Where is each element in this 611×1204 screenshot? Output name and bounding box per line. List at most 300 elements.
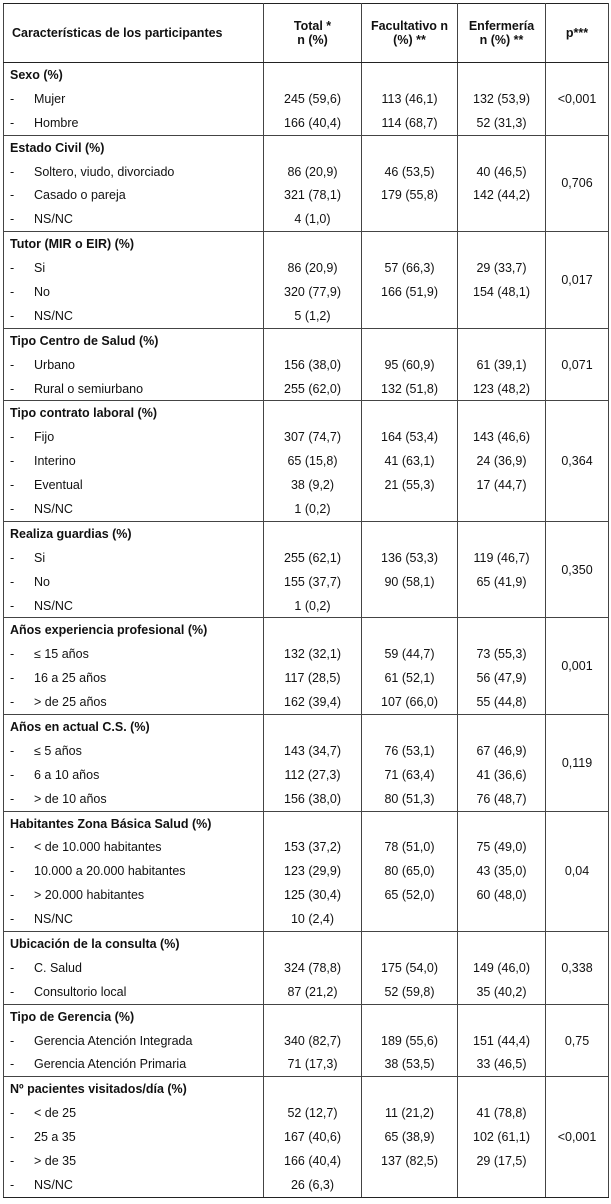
empty-cell [362,521,458,545]
row-label: Si [34,261,46,276]
row-label-cell [4,666,264,690]
row-label-cell [4,111,264,135]
row-label-cell [4,907,264,931]
enfermeria-cell: 35 (40,2) [458,980,546,1004]
total-cell: 52 (12,7) [264,1101,362,1125]
facultativo-cell: 132 (51,8) [362,377,458,401]
facultativo-cell [362,594,458,618]
total-cell: 255 (62,1) [264,546,362,570]
list-dash: - [10,381,15,396]
list-dash: - [10,164,15,179]
total-cell: 87 (21,2) [264,980,362,1004]
row-label: Interino [34,454,76,469]
section-header-row [4,715,609,739]
facultativo-cell: 80 (51,3) [362,787,458,811]
list-dash: - [10,984,15,999]
enfermeria-cell: 151 (44,4) [458,1029,546,1053]
row-label-cell [4,377,264,401]
facultativo-cell: 179 (55,8) [362,183,458,207]
row-label-cell [4,497,264,521]
empty-cell [264,1004,362,1028]
empty-cell [362,932,458,956]
table-row [4,377,609,401]
table-row [4,473,609,497]
facultativo-cell: 65 (52,0) [362,883,458,907]
facultativo-cell [362,304,458,328]
empty-cell [362,811,458,835]
facultativo-cell: 137 (82,5) [362,1149,458,1173]
empty-cell [362,1004,458,1028]
enfermeria-cell [458,304,546,328]
p-value-cell: 0,350 [546,521,609,618]
row-label-cell [4,883,264,907]
list-dash: - [10,212,15,227]
table-row [4,449,609,473]
empty-cell [264,401,362,425]
enfermeria-cell: 76 (48,7) [458,787,546,811]
section-title: Años experiencia profesional (%) [4,618,264,642]
table-row [4,256,609,280]
row-label-cell [4,956,264,980]
enfermeria-cell: 73 (55,3) [458,642,546,666]
table-row [4,1053,609,1077]
list-dash: - [10,357,15,372]
p-value-cell: 0,706 [546,135,609,232]
list-dash: - [10,1033,15,1048]
table-row [4,739,609,763]
enfermeria-cell [458,1173,546,1197]
row-label-cell [4,787,264,811]
p-value-cell: 0,364 [546,401,609,521]
enfermeria-cell [458,497,546,521]
row-label: 16 a 25 años [34,671,107,686]
total-cell: 65 (15,8) [264,449,362,473]
row-label: 6 a 10 años [34,767,100,782]
list-dash: - [10,454,15,469]
section-title: Ubicación de la consulta (%) [4,932,264,956]
table-row [4,594,609,618]
facultativo-cell: 189 (55,6) [362,1029,458,1053]
list-dash: - [10,671,15,686]
list-dash: - [10,598,15,613]
table-row [4,1125,609,1149]
list-dash: - [10,550,15,565]
list-dash: - [10,767,15,782]
row-label: C. Salud [34,960,82,975]
enfermeria-cell: 123 (48,2) [458,377,546,401]
list-dash: - [10,695,15,710]
header-p-value: p*** [546,4,609,63]
total-cell: 132 (32,1) [264,642,362,666]
total-cell: 125 (30,4) [264,883,362,907]
total-cell: 1 (0,2) [264,594,362,618]
facultativo-cell: 57 (66,3) [362,256,458,280]
row-label-cell [4,739,264,763]
enfermeria-cell: 60 (48,0) [458,883,546,907]
total-cell: 10 (2,4) [264,907,362,931]
list-dash: - [10,840,15,855]
table-row [4,859,609,883]
row-label: NS/NC [34,501,73,516]
facultativo-cell: 61 (52,1) [362,666,458,690]
enfermeria-cell [458,907,546,931]
list-dash: - [10,308,15,323]
list-dash: - [10,574,15,589]
row-label-cell [4,763,264,787]
empty-cell [264,1077,362,1101]
row-label: Si [34,550,46,565]
facultativo-cell: 80 (65,0) [362,859,458,883]
empty-cell [458,932,546,956]
header-row [4,4,609,63]
row-label-cell [4,1125,264,1149]
empty-cell [458,1004,546,1028]
row-label: NS/NC [34,1177,73,1192]
enfermeria-cell: 43 (35,0) [458,859,546,883]
facultativo-cell: 52 (59,8) [362,980,458,1004]
row-label: Mujer [34,91,66,106]
enfermeria-cell: 102 (61,1) [458,1125,546,1149]
list-dash: - [10,91,15,106]
row-label: Gerencia Atención Primaria [34,1057,187,1072]
total-cell: 143 (34,7) [264,739,362,763]
facultativo-cell [362,207,458,231]
section-title: Nº pacientes visitados/día (%) [4,1077,264,1101]
row-label: Eventual [34,478,83,493]
table-row [4,690,609,714]
row-label: Urbano [34,357,75,372]
p-value-cell: 0,017 [546,232,609,329]
section-header-row [4,1004,609,1028]
total-cell: 123 (29,9) [264,859,362,883]
row-label: Consultorio local [34,984,127,999]
empty-cell [362,232,458,256]
row-label-cell [4,87,264,111]
empty-cell [458,521,546,545]
total-cell: 117 (28,5) [264,666,362,690]
section-title: Tutor (MIR o EIR) (%) [4,232,264,256]
empty-cell [264,932,362,956]
p-value-cell: 0,001 [546,618,609,715]
table-row [4,883,609,907]
row-label-cell [4,353,264,377]
facultativo-cell: 113 (46,1) [362,87,458,111]
row-label-cell [4,449,264,473]
row-label-cell [4,207,264,231]
section-title: Tipo de Gerencia (%) [4,1004,264,1028]
total-cell: 153 (37,2) [264,836,362,860]
total-cell: 307 (74,7) [264,425,362,449]
header-enfermeria: Enfermería n (%) ** [458,4,546,63]
total-cell: 245 (59,6) [264,87,362,111]
enfermeria-cell: 52 (31,3) [458,111,546,135]
total-cell: 321 (78,1) [264,183,362,207]
facultativo-cell: 78 (51,0) [362,836,458,860]
total-cell: 112 (27,3) [264,763,362,787]
row-label-cell [4,836,264,860]
table-row [4,111,609,135]
enfermeria-cell: 40 (46,5) [458,160,546,184]
facultativo-cell: 71 (63,4) [362,763,458,787]
table-row [4,1149,609,1173]
p-value-cell: 0,75 [546,1004,609,1077]
empty-cell [458,401,546,425]
table-row [4,980,609,1004]
facultativo-cell: 59 (44,7) [362,642,458,666]
row-label: < de 25 [34,1106,77,1121]
section-title: Habitantes Zona Básica Salud (%) [4,811,264,835]
section-title: Tipo contrato laboral (%) [4,401,264,425]
enfermeria-cell: 142 (44,2) [458,183,546,207]
total-cell: 166 (40,4) [264,111,362,135]
row-label: > 20.000 habitantes [34,888,145,903]
facultativo-cell: 41 (63,1) [362,449,458,473]
row-label-cell [4,642,264,666]
empty-cell [264,715,362,739]
p-value-cell: 0,119 [546,715,609,812]
list-dash: - [10,430,15,445]
empty-cell [264,618,362,642]
table-row [4,787,609,811]
total-cell: 4 (1,0) [264,207,362,231]
total-cell: 5 (1,2) [264,304,362,328]
enfermeria-cell: 143 (46,6) [458,425,546,449]
enfermeria-cell: 154 (48,1) [458,280,546,304]
total-cell: 166 (40,4) [264,1149,362,1173]
table-row [4,1029,609,1053]
empty-cell [362,1077,458,1101]
enfermeria-cell: 29 (17,5) [458,1149,546,1173]
facultativo-cell: 21 (55,3) [362,473,458,497]
empty-cell [264,232,362,256]
list-dash: - [10,960,15,975]
total-cell: 320 (77,9) [264,280,362,304]
empty-cell [362,135,458,159]
row-label-cell [4,594,264,618]
section-title: Años en actual C.S. (%) [4,715,264,739]
enfermeria-cell: 119 (46,7) [458,546,546,570]
total-cell: 86 (20,9) [264,256,362,280]
facultativo-cell: 90 (58,1) [362,570,458,594]
enfermeria-cell: 33 (46,5) [458,1053,546,1077]
row-label: No [34,574,50,589]
row-label: ≤ 15 años [34,647,89,662]
list-dash: - [10,188,15,203]
facultativo-cell: 46 (53,5) [362,160,458,184]
section-header-row [4,932,609,956]
row-label: > de 25 años [34,695,107,710]
row-label-cell [4,546,264,570]
row-label: NS/NC [34,212,73,227]
list-dash: - [10,864,15,879]
row-label-cell [4,1173,264,1197]
enfermeria-cell [458,594,546,618]
header-facultativo: Facultativo n (%) ** [362,4,458,63]
facultativo-cell: 76 (53,1) [362,739,458,763]
facultativo-cell: 166 (51,9) [362,280,458,304]
empty-cell [362,618,458,642]
list-dash: - [10,261,15,276]
row-label-cell [4,1029,264,1053]
total-cell: 340 (82,7) [264,1029,362,1053]
total-cell: 162 (39,4) [264,690,362,714]
total-cell: 155 (37,7) [264,570,362,594]
empty-cell [362,63,458,87]
p-value-cell: <0,001 [546,63,609,136]
empty-cell [458,715,546,739]
row-label: NS/NC [34,598,73,613]
row-label: Rural o semiurbano [34,381,144,396]
list-dash: - [10,743,15,758]
row-label-cell [4,256,264,280]
table-row [4,642,609,666]
empty-cell [264,521,362,545]
table-row [4,570,609,594]
empty-cell [362,401,458,425]
empty-cell [264,328,362,352]
enfermeria-cell: 24 (36,9) [458,449,546,473]
table-row [4,666,609,690]
total-cell: 38 (9,2) [264,473,362,497]
table-row [4,304,609,328]
empty-cell [458,618,546,642]
row-label-cell [4,1149,264,1173]
empty-cell [458,135,546,159]
row-label: 10.000 a 20.000 habitantes [34,864,186,879]
enfermeria-cell: 29 (33,7) [458,256,546,280]
facultativo-cell: 136 (53,3) [362,546,458,570]
empty-cell [458,1077,546,1101]
list-dash: - [10,115,15,130]
table-row [4,836,609,860]
row-label-cell [4,690,264,714]
empty-cell [458,811,546,835]
section-header-row [4,232,609,256]
facultativo-cell: 164 (53,4) [362,425,458,449]
section-title: Realiza guardias (%) [4,521,264,545]
facultativo-cell: 95 (60,9) [362,353,458,377]
table-row [4,87,609,111]
table-row [4,183,609,207]
table-row [4,546,609,570]
section-title: Estado Civil (%) [4,135,264,159]
empty-cell [362,328,458,352]
table-row [4,1173,609,1197]
participants-table [3,3,609,1198]
section-header-row [4,618,609,642]
total-cell: 255 (62,0) [264,377,362,401]
row-label: NS/NC [34,912,73,927]
enfermeria-cell: 56 (47,9) [458,666,546,690]
list-dash: - [10,1106,15,1121]
row-label-cell [4,183,264,207]
enfermeria-cell: 67 (46,9) [458,739,546,763]
section-header-row [4,521,609,545]
total-cell: 26 (6,3) [264,1173,362,1197]
enfermeria-cell: 65 (41,9) [458,570,546,594]
enfermeria-cell: 41 (78,8) [458,1101,546,1125]
section-header-row [4,811,609,835]
table-row [4,763,609,787]
table-row [4,907,609,931]
row-label-cell [4,980,264,1004]
facultativo-cell [362,1173,458,1197]
row-label: Fijo [34,430,55,445]
p-value-cell: 0,071 [546,328,609,401]
section-title: Tipo Centro de Salud (%) [4,328,264,352]
section-header-row [4,63,609,87]
row-label: NS/NC [34,308,73,323]
p-value-cell: 0,338 [546,932,609,1005]
section-header-row [4,1077,609,1101]
list-dash: - [10,284,15,299]
p-value-cell: 0,04 [546,811,609,931]
row-label-cell [4,570,264,594]
facultativo-cell [362,497,458,521]
list-dash: - [10,478,15,493]
table-row [4,207,609,231]
section-title: Sexo (%) [4,63,264,87]
list-dash: - [10,1154,15,1169]
empty-cell [458,328,546,352]
empty-cell [264,135,362,159]
enfermeria-cell: 55 (44,8) [458,690,546,714]
table-row [4,1101,609,1125]
total-cell: 324 (78,8) [264,956,362,980]
total-cell: 1 (0,2) [264,497,362,521]
enfermeria-cell: 149 (46,0) [458,956,546,980]
row-label: 25 a 35 [34,1130,76,1145]
list-dash: - [10,1177,15,1192]
p-value-cell: <0,001 [546,1077,609,1197]
facultativo-cell: 65 (38,9) [362,1125,458,1149]
table-row [4,425,609,449]
row-label: Gerencia Atención Integrada [34,1033,193,1048]
empty-cell [362,715,458,739]
row-label: > de 10 años [34,791,107,806]
enfermeria-cell: 132 (53,9) [458,87,546,111]
list-dash: - [10,912,15,927]
empty-cell [458,63,546,87]
row-label-cell [4,859,264,883]
list-dash: - [10,1057,15,1072]
row-label-cell [4,280,264,304]
enfermeria-cell: 75 (49,0) [458,836,546,860]
facultativo-cell: 107 (66,0) [362,690,458,714]
table-row [4,353,609,377]
row-label: > de 35 [34,1154,77,1169]
total-cell: 86 (20,9) [264,160,362,184]
table-row [4,497,609,521]
row-label: Casado o pareja [34,188,126,203]
facultativo-cell: 114 (68,7) [362,111,458,135]
row-label: No [34,284,50,299]
enfermeria-cell: 41 (36,6) [458,763,546,787]
row-label-cell [4,1101,264,1125]
section-header-row [4,135,609,159]
header-total: Total * n (%) [264,4,362,63]
list-dash: - [10,888,15,903]
enfermeria-cell [458,207,546,231]
enfermeria-cell: 17 (44,7) [458,473,546,497]
section-header-row [4,328,609,352]
facultativo-cell [362,907,458,931]
facultativo-cell: 175 (54,0) [362,956,458,980]
section-header-row [4,401,609,425]
row-label-cell [4,473,264,497]
row-label: Hombre [34,115,79,130]
row-label-cell [4,1053,264,1077]
